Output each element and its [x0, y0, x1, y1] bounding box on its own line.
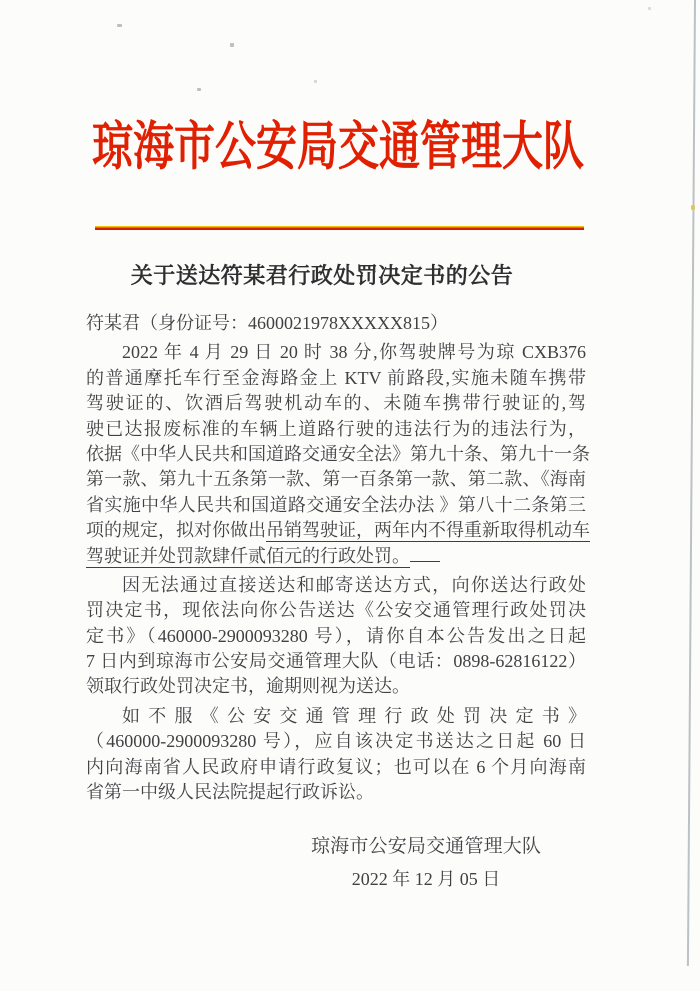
text-segment: （460000-2900093280 号），应自该决定书送达之日起 60 日 [86, 731, 586, 752]
text-segment: 罚决定书，现依法向你公告送达《公安交通管理行政处罚决 [86, 600, 586, 621]
text-segment: 定书》（460000-2900093280 号），请你自本公告发出之日起 [86, 625, 586, 646]
scan-speck [197, 88, 201, 91]
text-line [86, 598, 586, 623]
text-line [86, 704, 586, 729]
notice-title: 关于送达符某君行政处罚决定书的公告 [130, 263, 514, 288]
text-line [86, 649, 586, 674]
paragraph [86, 573, 586, 700]
text-segment: 驶已达报废标准的车辆上道路行驶的违法行为的违法行为， [86, 418, 586, 439]
scan-speck [314, 80, 317, 83]
text-line [86, 493, 586, 518]
text-line [86, 780, 586, 805]
underlined-text: 吊销驾驶证，两年内不得重新取得机动车 [266, 520, 590, 541]
text-segment: 依据《中华人民共和国道路交通安全法》第九十条、第九十一条 [86, 443, 590, 464]
text-segment: 符某君（身份证号：4600021978XXXXX815） [86, 313, 448, 333]
text-line [86, 573, 586, 598]
text-line [86, 417, 586, 442]
text-line [86, 311, 586, 336]
paragraph [86, 340, 590, 569]
paragraph [86, 311, 586, 336]
text-segment: 因无法通过直接送达和邮寄送达方式，向你送达行政处 [122, 574, 586, 595]
text-line [86, 674, 586, 699]
text-segment: 项的规定，拟对你做出 [86, 520, 266, 541]
paragraph [86, 704, 586, 806]
text-segment: 第一款、第九十五条第一款、第一百条第一款、第二款、《海南 [86, 469, 586, 490]
text-segment: 内向海南省人民政府申请行政复议；也可以在 6 个月向海南 [86, 756, 586, 777]
text-line [86, 755, 586, 780]
text-line [86, 442, 590, 467]
underlined-text: 驾驶证并处罚款肆仟贰佰元的行政处罚。 [86, 545, 410, 566]
text-segment: 7 日内到琼海市公安局交通管理大队（电话：0898-62816122） [86, 651, 586, 672]
text-segment: 如不服《公安交通管理行政处罚决定书》 [122, 705, 586, 726]
agency-letterhead-title: 琼海市公安局交通管理大队 [92, 116, 584, 176]
scan-speck [648, 7, 651, 10]
letterhead-rule-divider [95, 226, 584, 230]
text-line [86, 729, 586, 754]
signature-block [311, 834, 541, 892]
signature-org: 琼海市公安局交通管理大队 [311, 836, 541, 857]
body-text [86, 311, 590, 805]
text-line [86, 544, 586, 569]
text-line [86, 366, 586, 391]
underlined-text [410, 560, 440, 562]
text-segment: 驾驶证的、饮酒后驾驶机动车的、未随车携带行驶证的,驾 [86, 393, 586, 414]
text-line [86, 518, 590, 543]
scan-speck [117, 24, 122, 27]
signature-date: 2022 年 12 月 05 日 [351, 869, 501, 889]
text-line [86, 340, 586, 365]
text-segment: 省第一中级人民法院提起行政诉讼。 [86, 782, 374, 803]
text-segment: 领取行政处罚决定书，逾期则视为送达。 [86, 676, 410, 697]
scan-speck-gold [691, 205, 695, 210]
text-segment: 省实施中华人民共和国道路交通安全法办法 》第八十二条第三 [86, 494, 586, 515]
text-line [86, 391, 586, 416]
scan-edge-line [687, 0, 696, 966]
text-line [86, 467, 586, 492]
text-line [86, 624, 586, 649]
text-segment: 的普通摩托车行至金海路金上 KTV 前路段,实施未随车携带 [86, 367, 586, 388]
scan-speck [230, 43, 234, 47]
text-segment: 2022 年 4 月 29 日 20 时 38 分,你驾驶牌号为琼 CXB376 [122, 342, 586, 363]
